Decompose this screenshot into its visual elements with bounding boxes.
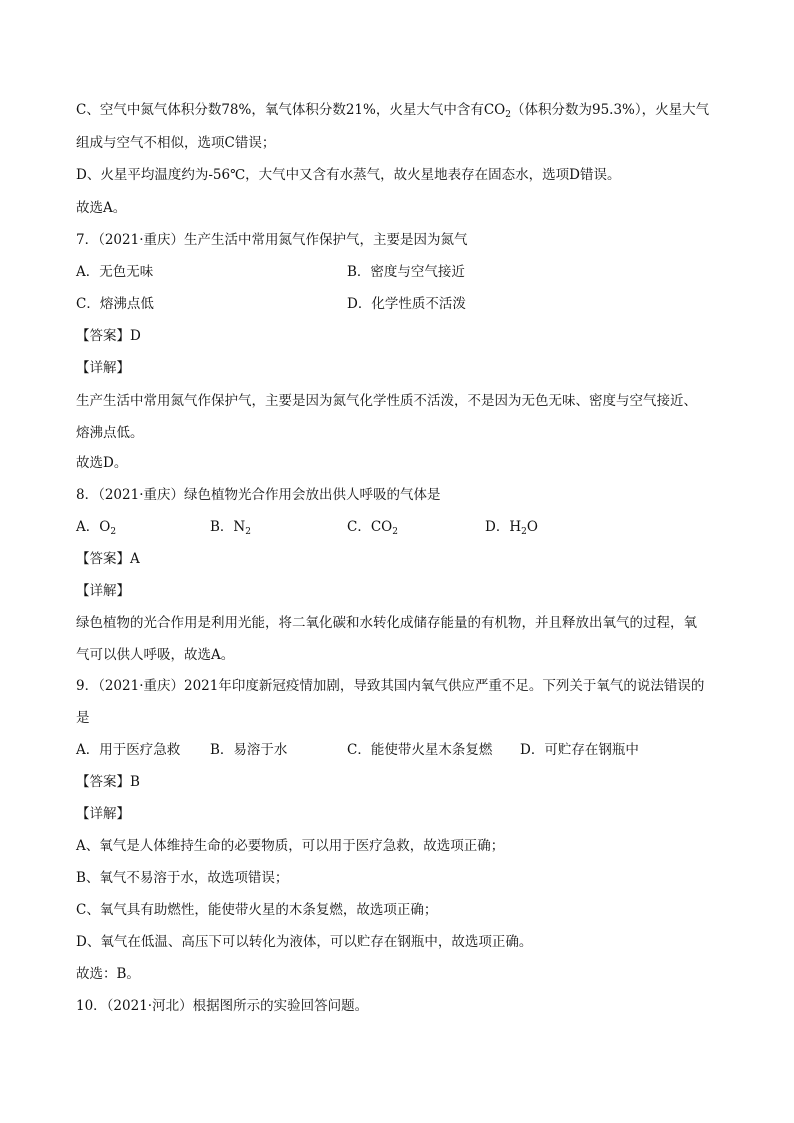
- q8-explanation-2: 气可以供人呼吸，故选A。: [76, 647, 235, 663]
- question-7: 7．（2021·重庆）生产生活中常用氮气作保护气，主要是因为氮气: [76, 232, 468, 248]
- explanation-d: D、火星平均温度约为-56℃，大气中又含有水蒸气，故火星地表存在固态水，选项D错误。: [76, 167, 621, 183]
- q9-option-a: A．用于医疗急救: [76, 742, 181, 758]
- explanation-c-line-1: [76, 100, 709, 120]
- q8-option-d: [485, 517, 538, 537]
- q9-option-b: B．易溶于水: [210, 742, 288, 758]
- q7-explanation-1: 生产生活中常用氮气作保护气，主要是因为氮气化学性质不活泼，不是因为无色无味、密度与空气接近、: [76, 393, 697, 409]
- question-9-line-1: 9．（2021·重庆）2021年印度新冠疫情加剧，导致其国内氧气供应严重不足。下列关于氧气的说法错误的: [76, 678, 705, 694]
- q8-detail-heading: 【详解】: [76, 583, 130, 599]
- q8-answer: 【答案】A: [76, 551, 140, 567]
- q7-option-c: C．熔沸点低: [76, 296, 154, 312]
- text: O: [526, 519, 538, 535]
- text: C、空气中氮气体积分数78%，氧气体积分数21%，火星大气中含有CO: [76, 102, 506, 118]
- q7-answer: 【答案】D: [76, 328, 141, 344]
- q7-choose: 故选D。: [76, 455, 128, 471]
- subscript: 2: [392, 527, 398, 537]
- question-10: 10．（2021·河北）根据图所示的实验回答问题。: [76, 998, 369, 1014]
- q7-explanation-2: 熔沸点低。: [76, 425, 144, 441]
- q9-option-d: D．可贮存在钢瓶中: [520, 742, 639, 758]
- q9-option-c: C．能使带火星木条复燃: [347, 742, 493, 758]
- text: A．O: [76, 519, 111, 535]
- q8-option-c: [347, 517, 398, 537]
- q9-detail-heading: 【详解】: [76, 806, 130, 822]
- q8-option-a: [76, 517, 116, 537]
- q7-option-b: B．密度与空气接近: [347, 264, 465, 280]
- q8-option-b: [210, 517, 251, 537]
- q9-explanation-b: B、氧气不易溶于水，故选项错误；: [76, 870, 289, 886]
- q9-explanation-a: A、氧气是人体维持生命的必要物质，可以用于医疗急救，故选项正确；: [76, 838, 505, 854]
- question-8: 8．（2021·重庆）绿色植物光合作用会放出供人呼吸的气体是: [76, 487, 441, 503]
- q8-explanation-1: 绿色植物的光合作用是利用光能，将二氧化碳和水转化成储存能量的有机物，并且释放出氧气的过程，氧: [76, 615, 697, 631]
- q9-explanation-c: C、氧气具有助燃性，能使带火星的木条复燃，故选项正确；: [76, 902, 438, 918]
- subscript: 2: [505, 110, 511, 120]
- text: C．CO: [347, 519, 393, 535]
- q7-option-a: A．无色无味: [76, 264, 154, 280]
- choose-answer: 故选A。: [76, 200, 127, 216]
- text: B．N: [210, 519, 246, 535]
- subscript: 2: [245, 527, 251, 537]
- question-9-line-2: 是: [76, 710, 90, 726]
- subscript: 2: [110, 527, 117, 537]
- q9-answer: 【答案】B: [76, 774, 140, 790]
- q9-explanation-d: D、氧气在低温、高压下可以转化为液体，可以贮存在钢瓶中，故选项正确。: [76, 934, 533, 950]
- q7-detail-heading: 【详解】: [76, 360, 130, 376]
- q7-option-d: D．化学性质不活泼: [347, 296, 466, 312]
- text: D．H: [485, 519, 522, 535]
- explanation-c-line-2: 组成与空气不相似，选项C错误；: [76, 135, 276, 151]
- text: （体积分数为95.3%），火星大气: [510, 102, 710, 118]
- q9-choose: 故选：B。: [76, 966, 140, 982]
- subscript: 2: [521, 527, 527, 537]
